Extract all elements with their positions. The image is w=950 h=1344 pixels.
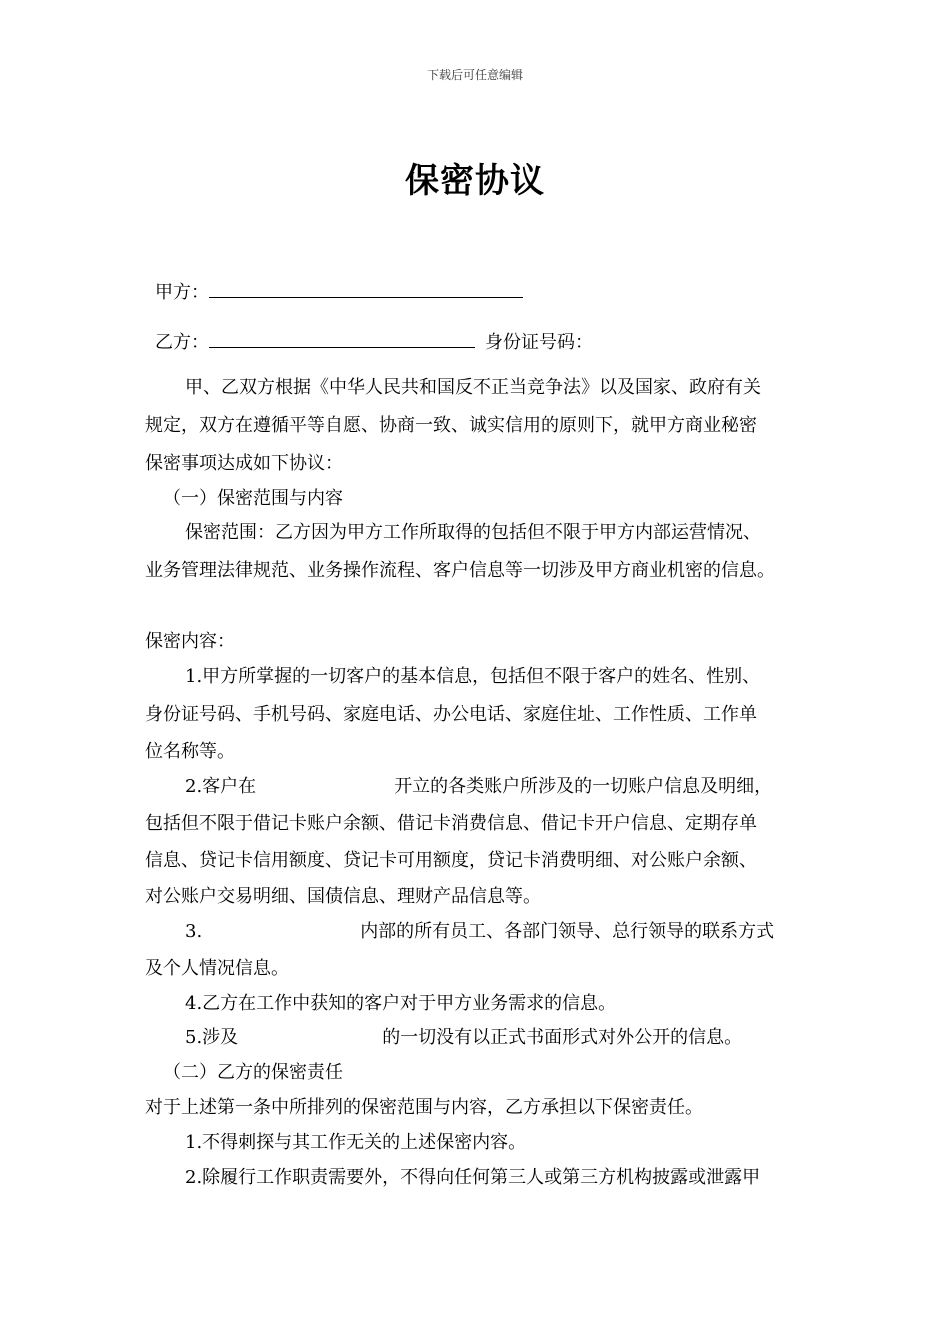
party-a-row <box>155 279 523 305</box>
item-3-line-2: 及个人情况信息。 <box>145 958 289 979</box>
section-1-heading: （一）保密范围与内容 <box>163 488 343 509</box>
item-5-suffix: 的一切没有以正式书面形式对外公开的信息。 <box>382 1027 743 1048</box>
intro-line-1: 甲、乙双方根据《中华人民共和国反不正当竞争法》以及国家、政府有关 <box>185 377 761 398</box>
id-number-label: 身份证号码： <box>485 332 593 353</box>
duty-2: 2.除履行工作职责需要外，不得向任何第三人或第三方机构披露或泄露甲 <box>185 1167 761 1188</box>
item-5 <box>185 1026 742 1050</box>
item-2-line-4: 对公账户交易明细、国债信息、理财产品信息等。 <box>145 886 541 907</box>
item-2-line-2: 包括但不限于借记卡账户余额、借记卡消费信息、借记卡开户信息、定期存单 <box>145 813 757 834</box>
item-3-prefix: 3. <box>185 921 203 942</box>
content-label: 保密内容： <box>145 631 235 652</box>
item-1-line-1: 1.甲方所掌握的一切客户的基本信息，包括但不限于客户的姓名、性别、 <box>185 666 761 687</box>
item-5-prefix: 5.涉及 <box>185 1027 239 1048</box>
page-header: 下载后可任意编辑 <box>426 68 523 82</box>
party-b-label: 乙方： <box>155 332 209 353</box>
party-a-label: 甲方： <box>155 282 209 303</box>
item-2-suffix: 开立的各类账户所涉及的一切账户信息及明细， <box>394 776 773 797</box>
item-4: 4.乙方在工作中获知的客户对于甲方业务需求的信息。 <box>185 993 617 1014</box>
item-2-line-3: 信息、贷记卡信用额度、贷记卡可用额度，贷记卡消费明细、对公账户余额、 <box>145 850 757 871</box>
item-3-line-1 <box>185 920 774 944</box>
intro-line-3: 保密事项达成如下协议： <box>145 453 343 474</box>
party-b-blank[interactable] <box>209 329 475 348</box>
duty-1: 1.不得刺探与其工作无关的上述保密内容。 <box>185 1132 527 1153</box>
scope-line-2: 业务管理法律规范、业务操作流程、客户信息等一切涉及甲方商业机密的信息。 <box>145 560 775 581</box>
item-3-suffix: 内部的所有员工、各部门领导、总行领导的联系方式 <box>360 921 775 942</box>
document-title: 保密协议 <box>405 161 545 201</box>
section-2-intro: 对于上述第一条中所排列的保密范围与内容，乙方承担以下保密责任。 <box>145 1097 703 1118</box>
party-b-row <box>155 329 593 355</box>
scope-line-1: 保密范围：乙方因为甲方工作所取得的包括但不限于甲方内部运营情况、 <box>185 522 761 543</box>
party-a-blank[interactable] <box>209 279 523 298</box>
item-2-line-1 <box>185 775 772 799</box>
intro-line-2: 规定，双方在遵循平等自愿、协商一致、诚实信用的原则下，就甲方商业秘密 <box>145 415 757 436</box>
section-2-heading: （二）乙方的保密责任 <box>163 1062 343 1083</box>
item-2-prefix: 2.客户在 <box>185 776 257 797</box>
item-1-line-3: 位名称等。 <box>145 741 235 762</box>
item-1-line-2: 身份证号码、手机号码、家庭电话、办公电话、家庭住址、工作性质、工作单 <box>145 704 757 725</box>
